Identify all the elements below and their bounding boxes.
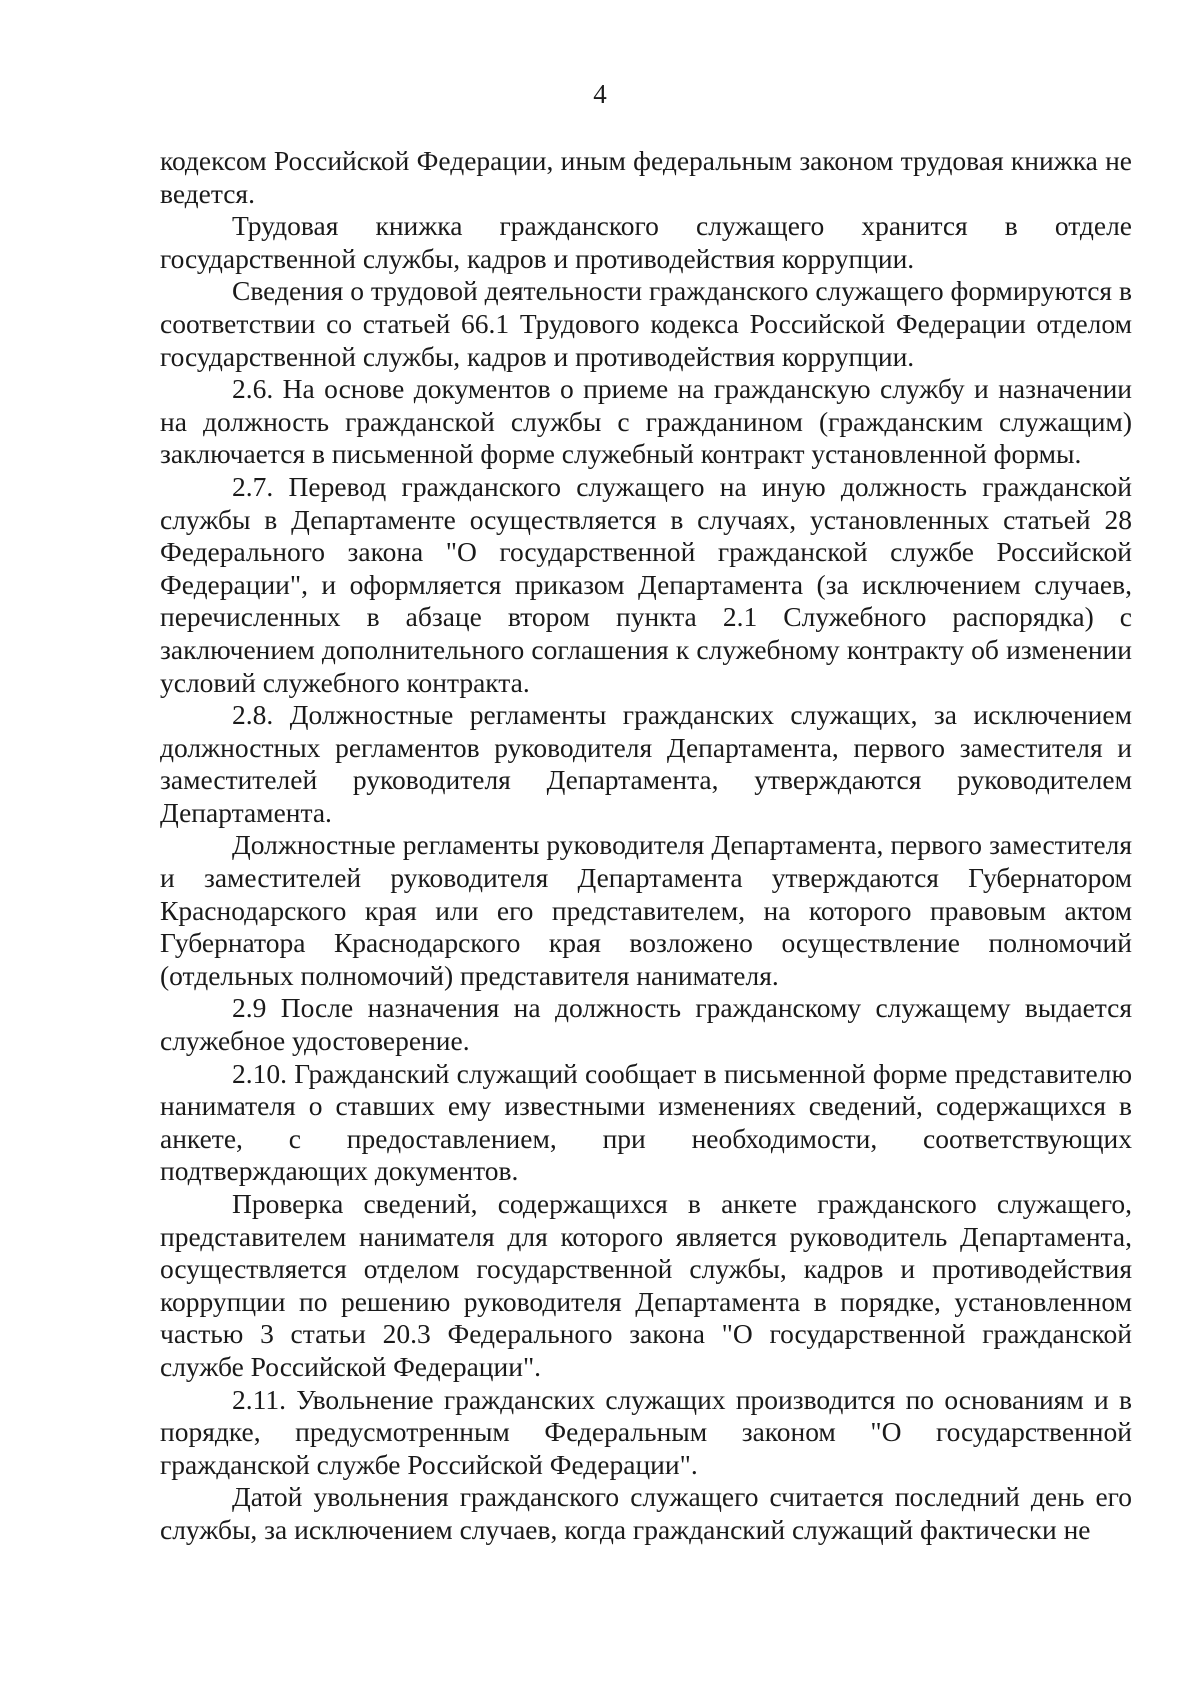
paragraph: 2.6. На основе документов о приеме на гражданскую службу и назначении на должность гражданской службы с гражданином (гражданским служащим) заключается в письменной форме служебный контракт установленной формы.	[160, 373, 1132, 470]
paragraph: Сведения о трудовой деятельности гражданского служащего формируются в соответствии со статьей 66.1 Трудового кодекса Российской Федерации отделом государственной службы, кадров и противодействия коррупции.	[160, 275, 1132, 372]
page-number: 4	[593, 79, 607, 109]
paragraph: Проверка сведений, содержащихся в анкете гражданского служащего, представителем нанимателя для которого является руководитель Департамента, осуществляется отделом государственной службы, кадров и противодействия коррупции по решению руководителя Департамента в порядке, установленном частью 3 статьи 20.3 Федерального закона "О государственной гражданской службе Российской Федерации".	[160, 1188, 1132, 1382]
paragraph: Датой увольнения гражданского служащего считается последний день его службы, за исключением случаев, когда гражданский служащий фактически не	[160, 1481, 1132, 1545]
paragraph: Должностные регламенты руководителя Департамента, первого заместителя и заместителей руководителя Департамента утверждаются Губернатором Краснодарского края или его представителем, на которого правовым актом Губернатора Краснодарского края возложено осуществление полномочий (отдельных полномочий) представителя нанимателя.	[160, 829, 1132, 991]
paragraph: 2.10. Гражданский служащий сообщает в письменной форме представителю нанимателя о ставших ему известными изменениях сведений, содержащихся в анкете, с предоставлением, при необходимости, соответствующих подтверждающих документов.	[160, 1057, 1132, 1187]
document-body	[160, 145, 1132, 1547]
paragraph: кодексом Российской Федерации, иным федеральным законом трудовая книжка не ведется.	[160, 145, 1132, 209]
paragraph: 2.9 После назначения на должность гражданскому служащему выдается служебное удостоверение.	[160, 992, 1132, 1057]
paragraph: 2.8. Должностные регламенты гражданских служащих, за исключением должностных регламентов руководителя Департамента, первого заместителя и заместителей руководителя Департамента, утверждаются руководителем Департамента.	[160, 699, 1132, 828]
paragraph: 2.7. Перевод гражданского служащего на иную должность гражданской службы в Департаменте осуществляется в случаях, установленных статьей 28 Федерального закона "О государственной гражданской службе Российской Федерации", и оформляется приказом Департамента (за исключением случаев, перечисленных в абзаце втором пункта 2.1 Служебного распорядка) с заключением дополнительного соглашения к служебному контракту об изменении условий служебного контракта.	[160, 470, 1132, 698]
paragraph: Трудовая книжка гражданского служащего хранится в отделе государственной службы, кадров и противодействия коррупции.	[160, 210, 1132, 274]
paragraph: 2.11. Увольнение гражданских служащих производится по основаниям и в порядке, предусмотренным Федеральным законом "О государственной гражданской службе Российской Федерации".	[160, 1383, 1132, 1480]
